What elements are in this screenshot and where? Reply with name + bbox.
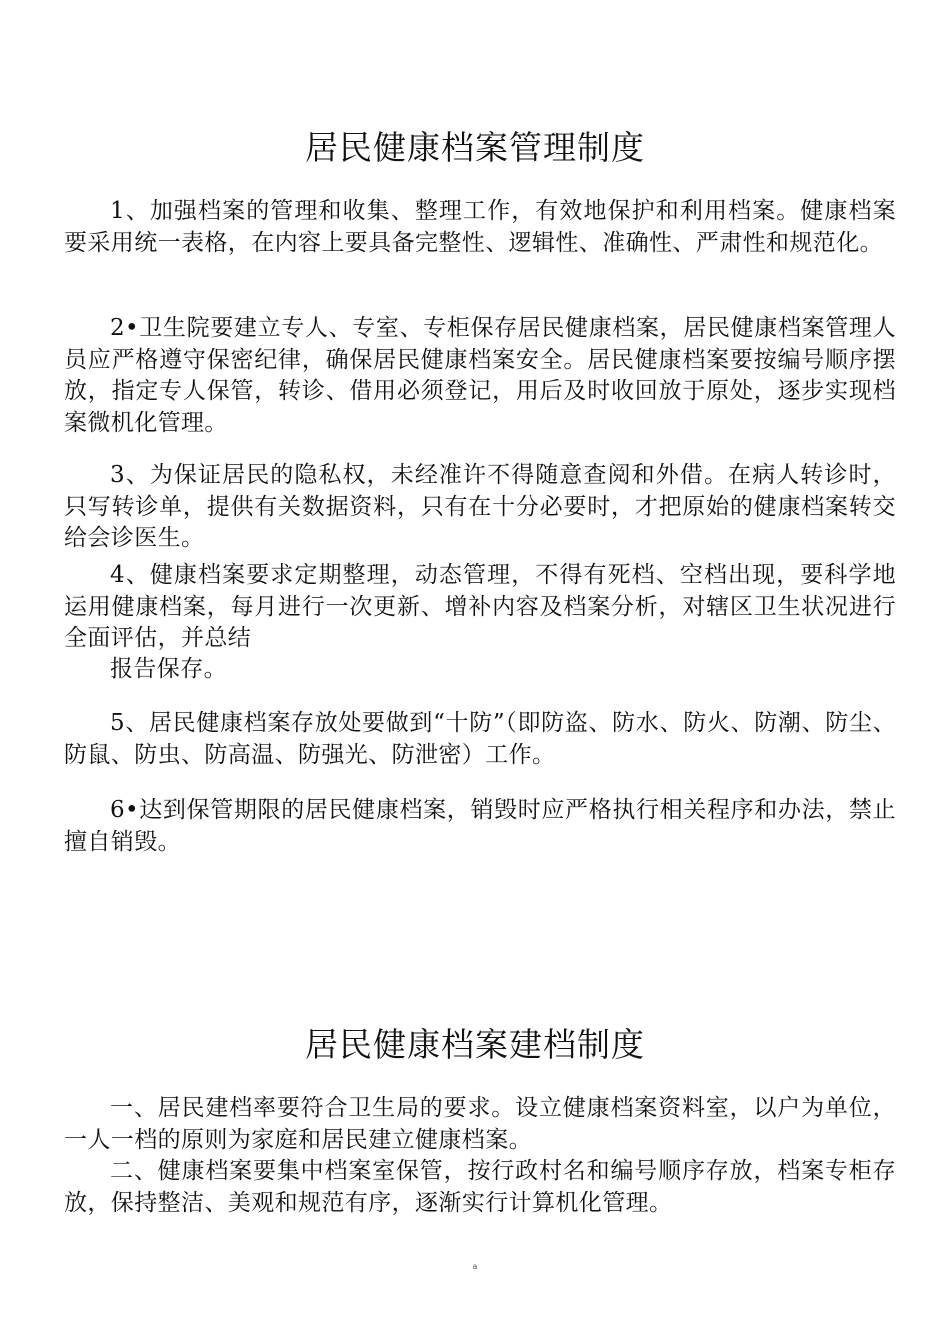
section1-paragraph-1: 1、加强档案的管理和收集、整理工作，有效地保护和利用档案。健康档案要采用统一表格，在内容上要具备完整性、逻辑性、准确性、严肃性和规范化。	[64, 198, 896, 256]
section1-paragraph-2: 2•卫生院要建立专人、专室、专柜保存居民健康档案，居民健康档案管理人员应严格遵守保密纪律，确保居民健康档案安全。居民健康档案要按编号顺序摆放，指定专人保管，转诊、借用必须登记，用后及时收回放于原处，逐步实现档案微机化管理。	[64, 315, 896, 436]
section1-paragraph-5: 5、居民健康档案存放处要做到“十防”（即防盗、防水、防火、防潮、防尘、防鼠、防虫、防高温、防强光、防泄密）工作。	[64, 710, 896, 768]
section1-paragraph-6: 6•达到保管期限的居民健康档案，销毁时应严格执行相关程序和办法，禁止擅自销毁。	[64, 797, 896, 855]
section2-paragraph-1: 一、居民建档率要符合卫生局的要求。设立健康档案资料室，以户为单位，一人一档的原则为家庭和居民建立健康档案。	[64, 1095, 896, 1153]
section1-paragraph-4-continued: 报告保存。	[110, 656, 227, 682]
section2-title: 居民健康档案建档制度	[305, 1025, 645, 1064]
section1-title: 居民健康档案管理制度	[305, 128, 645, 167]
page-mark: a	[472, 1262, 478, 1271]
section2-paragraph-2: 二、健康档案要集中档案室保管，按行政村名和编号顺序存放，档案专柜存放，保持整洁、美观和规范有序，逐渐实行计算机化管理。	[64, 1158, 896, 1216]
section1-paragraph-4: 4、健康档案要求定期整理，动态管理，不得有死档、空档出现，要科学地运用健康档案，每月进行一次更新、增补内容及档案分析，对辖区卫生状况进行全面评估，并总结	[64, 562, 896, 651]
section1-paragraph-3: 3、为保证居民的隐私权，未经准许不得随意查阅和外借。在病人转诊时，只写转诊单，提供有关数据资料，只有在十分必要时，才把原始的健康档案转交给会诊医生。	[64, 462, 896, 551]
